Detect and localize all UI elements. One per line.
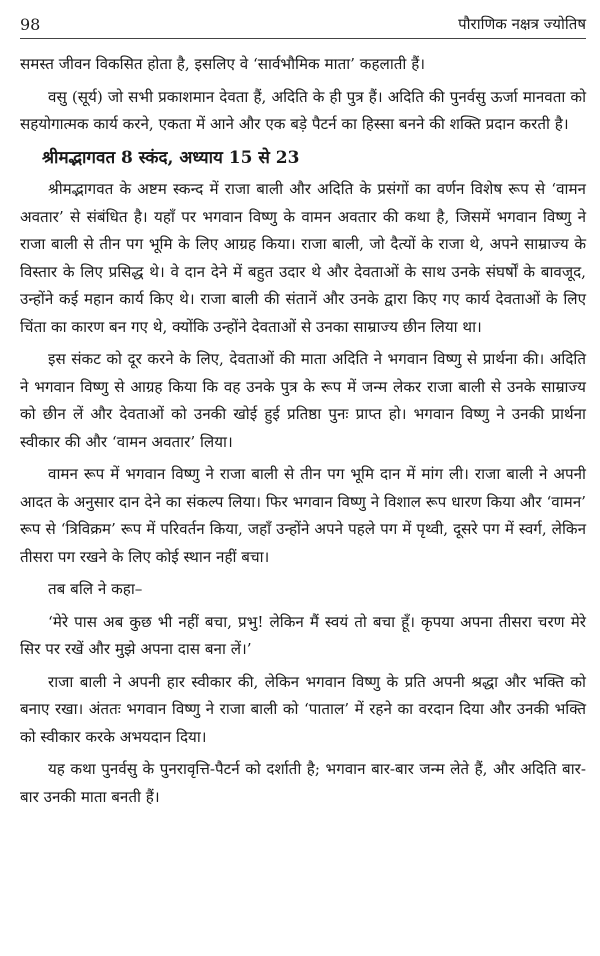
running-title: पौराणिक नक्षत्र ज्योतिष: [458, 15, 586, 33]
paragraph: समस्त जीवन विकसित होता है, इसलिए वे ‘सार्वभौमिक माता’ कहलाती हैं।: [20, 55, 426, 73]
paragraph: यह कथा पुनर्वसु के पुनरावृत्ति-पैटर्न को दर्शाती है; भगवान बार-बार जन्म लेते हैं, और अदिति बार-बार उनकी माता बनती हैं।: [20, 760, 586, 806]
paragraph: तब बलि ने कहा–: [48, 580, 143, 598]
page-body: [20, 51, 586, 811]
page-number: 98: [20, 15, 41, 34]
page-header: [20, 0, 586, 39]
paragraph: इस संकट को दूर करने के लिए, देवताओं की माता अदिति ने भगवान विष्णु से प्रार्थना की। अदिति ने भगवान विष्णु से आग्रह किया कि वह उनके पुत्र के रूप में जन्म लेकर राजा बाली से उनके साम्राज्य को छीन लें और देवताओं को उनकी खोई हुई प्रतिष्ठा पुनः प्राप्त हो। भगवान विष्णु ने उनकी प्रार्थना स्वीकार की और ‘वामन अवतार’ लिया।: [20, 350, 586, 451]
quote-paragraph: ‘मेरे पास अब कुछ भी नहीं बचा, प्रभु! लेकिन मैं स्वयं तो बचा हूँ। कृपया अपना तीसरा चरण मेरे सिर पर रखें और मुझे अपना दास बना लें।’: [20, 612, 586, 658]
paragraph: श्रीमद्भागवत के अष्टम स्कन्द में राजा बाली और अदिति के प्रसंगों का वर्णन विशेष रूप से ‘वामन अवतार’ से संबंधित है। यहाँ पर भगवान विष्णु के वामन अवतार की कथा है, जिसमें भगवान विष्णु ने राजा बाली से तीन पग भूमि के लिए आग्रह किया। राजा बाली, जो दैत्यों के राजा थे, अपने साम्राज्य के विस्तार के लिए प्रसिद्ध थे। वे दान देने में बहुत उदार थे और देवताओं के साथ उनके संघर्षों के बावजूद, उन्होंने कई महान कार्य किए थे। राजा बाली की संतानें और उनके द्वारा किए गए कार्य देवताओं के लिए चिंता का कारण बन गए थे, क्योंकि उन्होंने देवताओं से उनका साम्राज्य छीन लिया था।: [20, 180, 586, 336]
paragraph: राजा बाली ने अपनी हार स्वीकार की, लेकिन भगवान विष्णु के प्रति अपनी श्रद्धा और भक्ति को बनाए रखा। अंततः भगवान विष्णु ने राजा बाली को ‘पाताल’ में रहने का वरदान दिया और उनकी भक्ति को स्वीकार करके अभयदान दिया।: [20, 672, 586, 746]
section-heading: श्रीमद्भागवत 8 स्कंद, अध्याय 15 से 23: [42, 147, 300, 168]
paragraph: वसु (सूर्य) जो सभी प्रकाशमान देवता हैं, अदिति के ही पुत्र हैं। अदिति की पुनर्वसु ऊर्जा मानवता को सहयोगात्मक कार्य करने, एकता में आने और एक बड़े पैटर्न का हिस्सा बनने की शक्ति प्रदान करती है।: [20, 87, 586, 133]
paragraph: वामन रूप में भगवान विष्णु ने राजा बाली से तीन पग भूमि दान में मांग ली। राजा बाली ने अपनी आदत के अनुसार दान देने का संकल्प लिया। फिर भगवान विष्णु ने विशाल रूप धारण किया और ‘वामन’ रूप से ‘त्रिविक्रम’ रूप में परिवर्तन किया, जहाँ उन्होंने अपने पहले पग में पृथ्वी, दूसरे पग में स्वर्ग, लेकिन तीसरा पग रखने के लिए कोई स्थान नहीं बचा।: [20, 465, 586, 566]
